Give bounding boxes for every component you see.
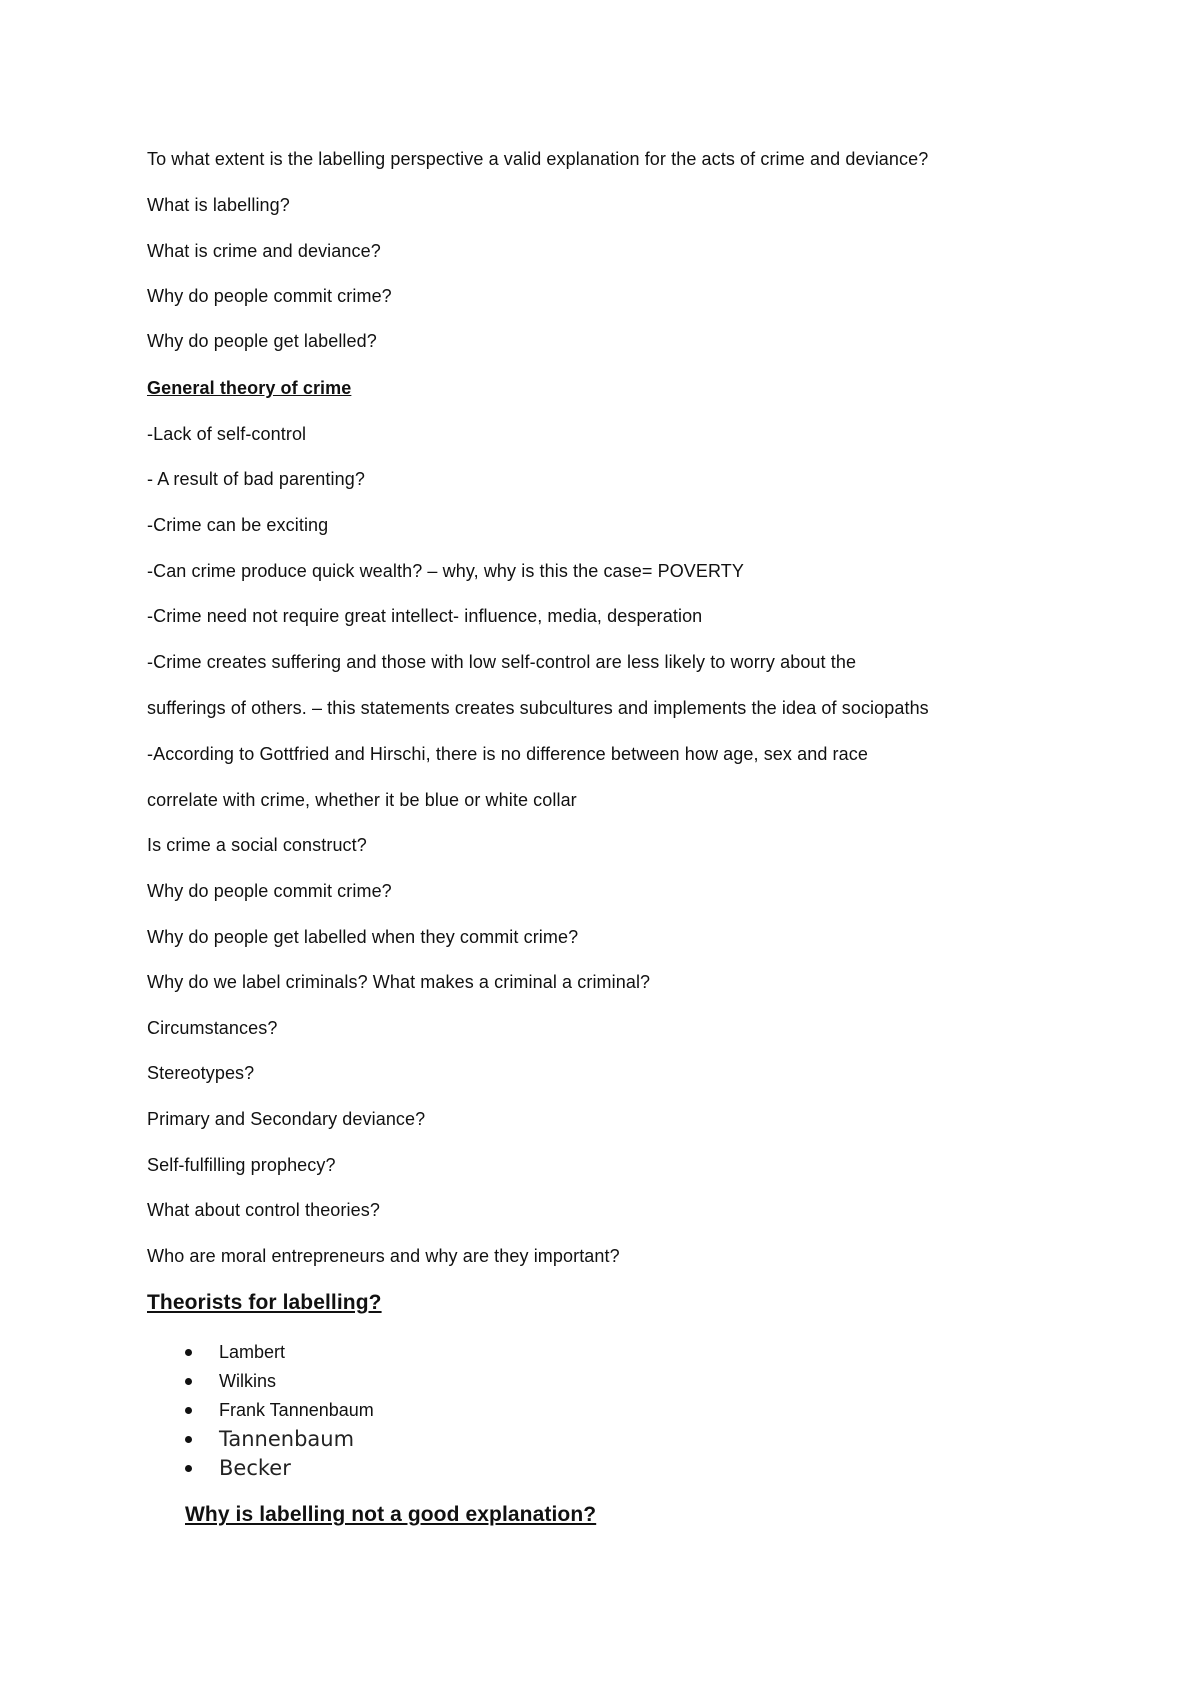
question-line: What is crime and deviance?: [147, 241, 381, 261]
note-line: -Lack of self-control: [147, 424, 307, 444]
theorist-name: Frank Tannenbaum: [219, 1400, 374, 1420]
theorists-list: [185, 1338, 374, 1483]
question-line: Primary and Secondary deviance?: [147, 1109, 426, 1129]
theorist-name: Tannenbaum: [219, 1427, 355, 1451]
note-line: -Can crime produce quick wealth? – why, why is this the case= POVERTY: [147, 561, 744, 581]
question-line: Why do we label criminals? What makes a criminal a criminal?: [147, 972, 651, 992]
list-item: [185, 1454, 374, 1483]
note-line: -According to Gottfried and Hirschi, there is no difference between how age, sex and race: [147, 744, 868, 764]
note-line: -Crime can be exciting: [147, 515, 329, 535]
bullet-icon: [185, 1349, 192, 1356]
section-heading-general-theory: General theory of crime: [147, 378, 352, 398]
question-line: Why do people get labelled when they commit crime?: [147, 927, 579, 947]
theorist-name: Wilkins: [219, 1371, 276, 1391]
question-line: Why do people commit crime?: [147, 286, 392, 306]
note-line: - A result of bad parenting?: [147, 469, 365, 489]
question-line: What about control theories?: [147, 1200, 380, 1220]
question-line: Self-fulfilling prophecy?: [147, 1155, 336, 1175]
note-line: -Crime creates suffering and those with low self-control are less likely to worry about the: [147, 652, 857, 672]
list-item: [185, 1367, 374, 1396]
bullet-icon: [185, 1378, 192, 1385]
list-item: [185, 1338, 374, 1367]
question-line: Is crime a social construct?: [147, 835, 367, 855]
list-item: [185, 1396, 374, 1425]
question-line: Stereotypes?: [147, 1063, 255, 1083]
note-line: -Crime need not require great intellect- influence, media, desperation: [147, 606, 703, 626]
section-heading-theorists: Theorists for labelling?: [147, 1291, 382, 1314]
bullet-icon: [185, 1436, 192, 1443]
bullet-icon: [185, 1407, 192, 1414]
document-title-question: To what extent is the labelling perspective a valid explanation for the acts of crime and deviance?: [147, 149, 929, 169]
question-line: Why do people commit crime?: [147, 881, 392, 901]
question-line: Circumstances?: [147, 1018, 278, 1038]
bullet-icon: [185, 1465, 192, 1472]
note-line: sufferings of others. – this statements creates subcultures and implements the idea of sociopaths: [147, 698, 929, 718]
question-line: Who are moral entrepreneurs and why are they important?: [147, 1246, 620, 1266]
theorist-name: Becker: [219, 1456, 291, 1480]
theorist-name: Lambert: [219, 1342, 286, 1362]
question-line: What is labelling?: [147, 195, 290, 215]
note-line: correlate with crime, whether it be blue or white collar: [147, 790, 577, 810]
question-line: Why do people get labelled?: [147, 331, 377, 351]
section-heading-why-not: Why is labelling not a good explanation?: [185, 1503, 597, 1526]
list-item: [185, 1425, 374, 1454]
